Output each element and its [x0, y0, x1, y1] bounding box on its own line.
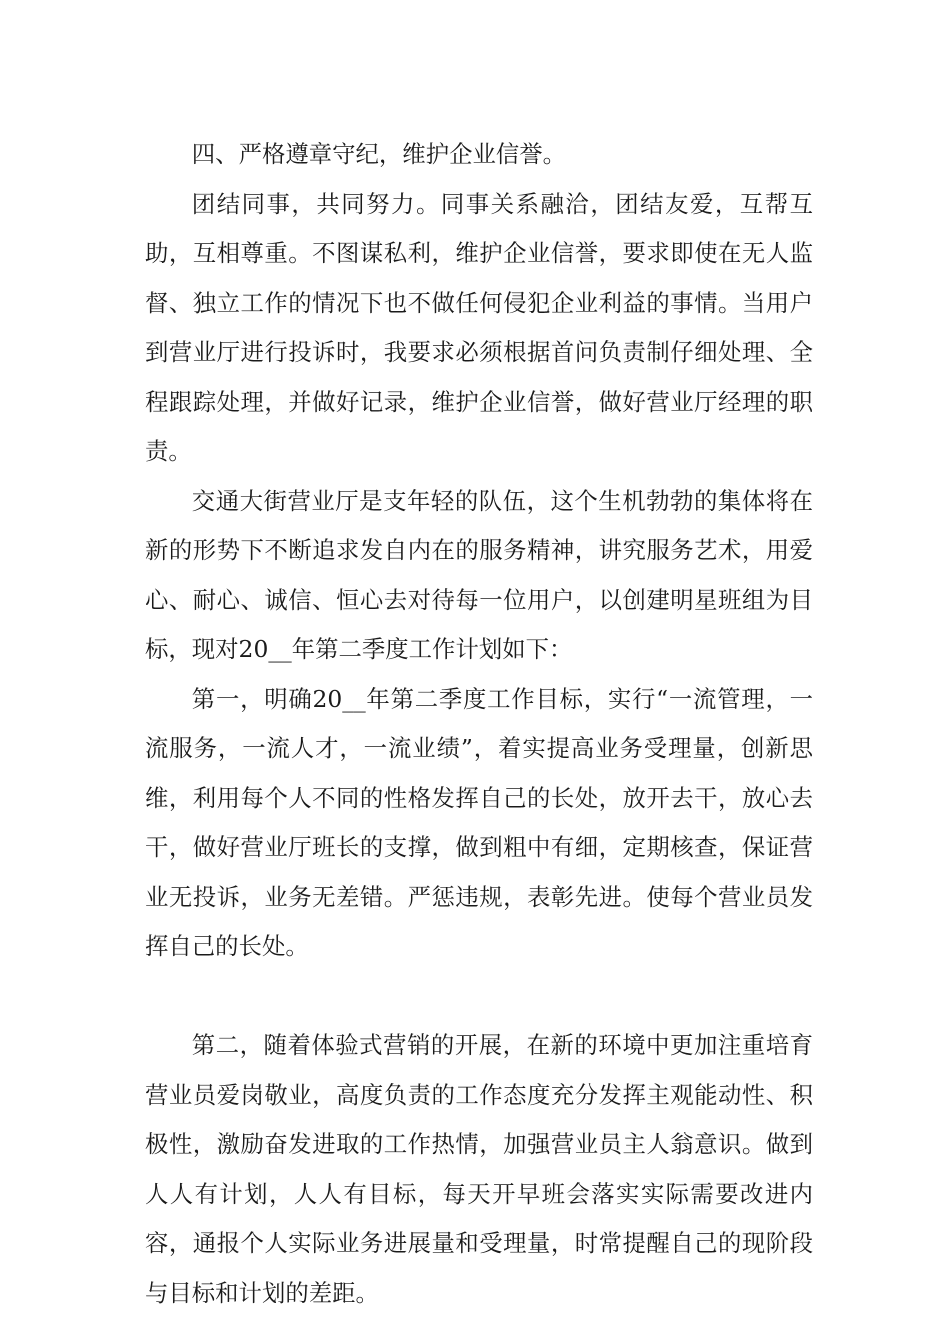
paragraph-second-goal: 第二，随着体验式营销的开展，在新的环境中更加注重培育营业员爱岗敬业，高度负责的工作态度充分发挥主观能动性、积极性，激励奋发进取的工作热情，加强营业员主人翁意识。做到人人有计划，人人有目标，每天开早班会落实实际需要改进内容，通报个人实际业务进展量和受理量，时常提醒自己的现阶段与目标和计划的差距。 — [145, 1031, 813, 1307]
paragraph-spacer — [145, 972, 813, 1022]
paragraph-team-intro: 交通大街营业厅是支年轻的队伍，这个生机勃勃的集体将在新的形势下不断追求发自内在的服务精神，讲究服务艺术，用爱心、耐心、诚信、恒心去对待每一位用户，以创建明星班组为目标，现对20__年第二季度工作计划如下： — [145, 486, 813, 663]
paragraph-first-goal: 第一，明确20__年第二季度工作目标，实行“一流管理，一流服务，一流人才，一流业绩”，着实提高业务受理量，创新思维，利用每个人不同的性格发挥自己的长处，放开去干，放心去干，做好营业厅班长的支撑，做到粗中有细，定期核查，保证营业无投诉，业务无差错。严惩违规，表彰先进。使每个营业员发挥自己的长处。 — [145, 684, 813, 960]
paragraph-unity: 团结同事，共同努力。同事关系融洽，团结友爱，互帮互助，互相尊重。不图谋私利，维护企业信誉，要求即使在无人监督、独立工作的情况下也不做任何侵犯企业利益的事情。当用户到营业厅进行投诉时，我要求必须根据首问负责制仔细处理、全程跟踪处理，并做好记录，维护企业信誉，做好营业厅经理的职责。 — [145, 189, 813, 465]
section-heading: 四、严格遵章守纪，维护企业信誉。 — [191, 140, 567, 168]
document-body — [145, 130, 813, 1318]
